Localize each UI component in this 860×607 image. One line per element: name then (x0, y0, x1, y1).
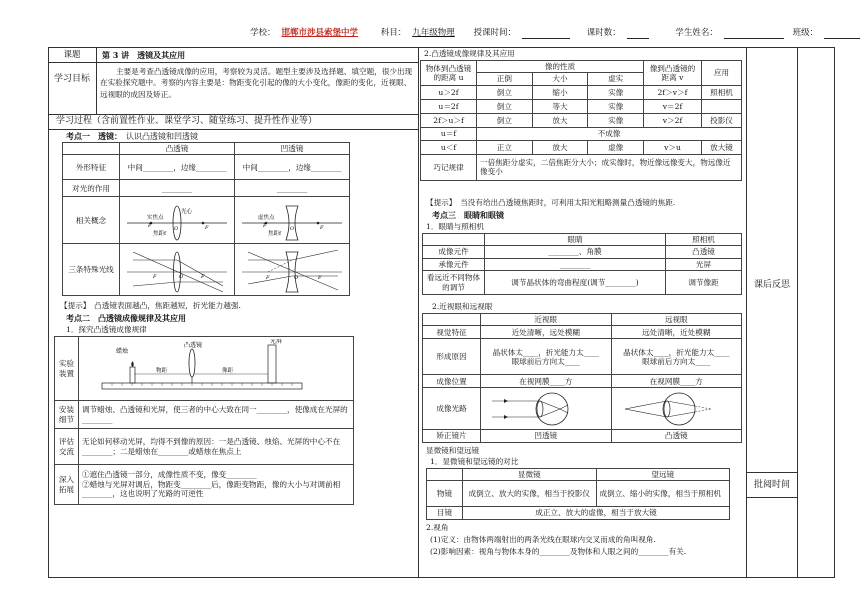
rule-cell: 倒立 (477, 85, 533, 99)
kp2-heading (66, 313, 186, 324)
vision-cell: 近处清晰，远处模糊 (481, 326, 612, 339)
fig-label: 实焦点 (147, 215, 164, 222)
eye-cell: 成像元件 (423, 246, 485, 258)
lens-row-label: 相关概念 (63, 197, 120, 244)
student-label: 学生姓名： (675, 28, 718, 38)
school-name: 邯郸市涉县索堡中学 (281, 28, 359, 38)
rule-cell: 正立 (477, 140, 533, 154)
convex-rays-figure (120, 244, 235, 296)
rule-title: 2.凸透镜成像规律及其应用 (424, 49, 515, 58)
goals-text: 主要是考查凸透镜成像的应用，考察较为灵活。题型主要涉及选择题、填空题，很少出现在实验探究题中。考察的内容主要是：物距变化引起的像的大小变化，像距的变化，近视眼、远视眼的成因及矫正。 (100, 67, 413, 99)
apparatus-label: 物距 (156, 367, 168, 374)
scope-cell: 成正立、放大的虚像，相当于放大镜 (463, 507, 730, 519)
rule-subheader: 正倒 (477, 73, 533, 85)
fig-label: 焦距f (268, 231, 282, 238)
exp-text[interactable]: 无论如何移动光屏，均得不到像的原因：一是凸透镜、烛焰、光屏的中心不在________；二是蜡烛在________或蜡烛在焦点上 (79, 429, 354, 465)
scope-subtitle: 1．显微镜和望远镜的对比 (430, 457, 519, 466)
side-hline-2 (746, 497, 797, 498)
experiment-table (54, 336, 354, 505)
topic-title: 第 3 讲 透镜及其应用 (102, 50, 186, 60)
scope-cell: 目镜 (427, 507, 463, 519)
vision-cell: 成像位置 (423, 375, 481, 388)
vision-header: 远视眼 (611, 314, 742, 326)
rule-trick-label: 巧记规律 (421, 154, 477, 180)
svg-text:F: F (266, 274, 270, 281)
apparatus-label: 凸透镜 (184, 341, 203, 349)
review-label: 批阅时间 (753, 480, 790, 490)
rule-cell: u＞2f (421, 85, 477, 99)
fig-label: 焦距f (153, 231, 167, 238)
lens-row-label: 外形特征 (63, 155, 120, 180)
rule-cell: v＝2f (644, 99, 702, 113)
rule-cell: 放大镜 (702, 140, 742, 154)
scope-cell: 成倒立、缩小的实像，相当于照相机 (596, 481, 730, 507)
student-blank[interactable] (724, 30, 784, 39)
eye-cell[interactable]: ________ (485, 258, 666, 270)
vision-header (423, 314, 481, 326)
tip-1: 【提示】 凸透镜表面越凸，焦距越短，折光能力越强. (60, 301, 241, 310)
periods-label: 课时数： (586, 28, 621, 38)
lens-cell[interactable]: ________ (120, 180, 235, 197)
lens-head-0 (63, 143, 120, 155)
kp3-name: 眼睛和眼镜 (464, 210, 504, 220)
scope-title: 显微镜和望远镜 (426, 446, 480, 455)
lens-cell[interactable]: ________ (235, 180, 350, 197)
vision-cell: 成像光路 (423, 388, 481, 430)
eye-cell: 凸透镜 (666, 246, 742, 258)
rule-cell: 2f＞v＞f (644, 85, 702, 99)
teach-time-blank[interactable] (522, 30, 570, 39)
myopia-figure (481, 388, 612, 430)
exp-label: 实验装置 (55, 337, 79, 401)
svg-text:F: F (148, 223, 152, 230)
exp-label: 安装细节 (55, 401, 79, 429)
rule-cell: v＞u (644, 140, 702, 154)
svg-text:F: F (320, 225, 324, 232)
rule-cell: 倒立 (477, 99, 533, 113)
scope-cell: 物镜 (427, 481, 463, 507)
goals-label: 学习目标 (53, 74, 90, 84)
concave-concept-figure (235, 197, 350, 244)
rule-cell: 实像 (588, 85, 644, 99)
rule-cell: 照相机 (702, 85, 742, 99)
vision-cell: 形成原因 (423, 339, 481, 375)
rule-header: 应用 (702, 61, 742, 86)
reflect-label: 课后反思 (753, 280, 790, 290)
scope-header: 望远镜 (596, 469, 730, 481)
apparatus-label: 光屏 (270, 338, 283, 345)
vision-title: 2.近视眼和远视眼 (432, 302, 493, 311)
vision-cell: 视觉特征 (423, 326, 481, 339)
rule-cell (702, 99, 742, 113)
vision-cell[interactable]: 在视网膜____方 (611, 375, 742, 388)
lens-table (62, 142, 350, 296)
rule-cell: 倒立 (477, 113, 533, 127)
svg-text:O: O (290, 226, 295, 233)
lens-cell[interactable]: 中间________，边缘________ (120, 155, 235, 180)
rule-cell: 放大 (532, 113, 588, 127)
rule-header: 物体到凸透镜的距离 u (421, 61, 477, 86)
column-divider (418, 47, 419, 578)
periods-blank[interactable] (627, 30, 649, 39)
exp-text[interactable]: 调节蜡烛、凸透镜和光屏，使三者的中心大致在同一________，使像成在光屏的________ (79, 401, 354, 429)
eye-cell: 看远近不同物体的调节 (423, 271, 485, 295)
svg-text:O: O (294, 274, 299, 281)
side-hline (746, 472, 797, 473)
apparatus-figure (79, 337, 354, 401)
svg-text:F: F (318, 274, 322, 281)
vision-header: 近视眼 (481, 314, 612, 326)
rule-cell: 缩小 (532, 85, 588, 99)
teach-time-label: 授课时间： (473, 28, 516, 38)
vision-cell: 远处清晰，近处模糊 (611, 326, 742, 339)
scope-cell: 成倒立、放大的实像，相当于投影仪 (463, 481, 597, 507)
kp1-name: 透镜： (98, 131, 118, 141)
rule-cell: v＞2f (644, 113, 702, 127)
exp-text[interactable]: ①遮住凸透镜一部分，成像性质不变，像变________ ②蜡烛与光屏对调后，物距变________后，像距变物距，像的大小与对调前相________，这也说明了光路的可逆性 (79, 465, 354, 505)
rule-header: 像到凸透镜的距离 v (644, 61, 702, 86)
rule-cell: u＜f (421, 140, 477, 154)
vision-cell[interactable]: 晶状体太____，折光能力太____ 眼球前后方向太____ (611, 339, 742, 375)
eye-header: 照相机 (666, 234, 742, 246)
process-title: 学习过程（含前置性作业、课堂学习、随堂练习、提升性作业等） (56, 116, 318, 126)
side-divider-right (797, 47, 798, 578)
kp1-title: 考点一 (66, 131, 90, 141)
apparatus-label: 蜡烛 (116, 347, 129, 355)
class-blank[interactable] (824, 30, 860, 39)
eye-cell[interactable]: 调节晶状体的弯曲程度(调节________) (485, 271, 666, 295)
class-label: 班级： (792, 28, 819, 38)
rule-cell: 投影仪 (702, 113, 742, 127)
rule-subheader: 大小 (532, 73, 588, 85)
angle-title: 2.视角 (426, 523, 449, 532)
school-label: 学校： (250, 28, 276, 38)
svg-text:F: F (263, 223, 267, 230)
eye-header: 眼睛 (485, 234, 666, 246)
kp2-title: 考点二 (66, 313, 90, 323)
vision-cell[interactable]: 晶状体太____，折光能力太____ 眼球前后方向太____ (481, 339, 612, 375)
imaging-rules-table (420, 60, 742, 181)
rule-cell: 实像 (588, 113, 644, 127)
apparatus-label: 像距 (222, 367, 234, 374)
exp-label: 深入拓展 (55, 465, 79, 505)
fig-label: 光心 (181, 209, 193, 216)
scope-table (426, 468, 730, 520)
rule-trick: 一倍焦距分虚实，二倍焦距分大小；成实像时，物近像远像变大，物远像近像变小 (477, 154, 742, 180)
topic-label: 课题 (63, 50, 81, 60)
kp1-desc: 认识凸透镜和凹透镜 (126, 132, 198, 141)
rule-cell: 2f＞u＞f (421, 113, 477, 127)
rule-cell: 实像 (588, 99, 644, 113)
eye-cell: 光屏 (666, 258, 742, 270)
eye-header (423, 234, 485, 246)
scope-header: 显微镜 (463, 469, 597, 481)
rule-cell: 不成像 (477, 127, 742, 140)
vision-cell[interactable]: 在视网膜____方 (481, 375, 612, 388)
scope-header (427, 469, 463, 481)
svg-text:F: F (205, 225, 209, 232)
kp3-heading (432, 210, 504, 221)
angle-factors: (2)影响因素：视角与物体本身的________及物体和人眼之间的________有关. (430, 547, 687, 556)
angle-definition: (1)定义：由物体两端射出的两条光线在眼球内交叉而成的角叫视角. (430, 535, 656, 544)
exp-title: 1．探究凸透镜成像规律 (66, 325, 147, 334)
lens-head-2: 凹透镜 (235, 143, 350, 155)
subject-value: 九年级物理 (412, 28, 455, 38)
rule-cell: u＝f (421, 127, 477, 140)
svg-text:O: O (179, 273, 184, 280)
rule-cell: 等大 (532, 99, 588, 113)
svg-text:F: F (153, 273, 157, 280)
rule-header: 像的性质 (477, 61, 644, 73)
concave-rays-figure (235, 244, 350, 296)
eye-title: 1．眼睛与照相机 (426, 222, 484, 231)
exp-label: 评估交流 (55, 429, 79, 465)
svg-text:F: F (201, 273, 205, 280)
eye-cell[interactable]: ________、角膜 (485, 246, 666, 258)
side-divider-left (746, 47, 747, 578)
rule-cell: 虚像 (588, 140, 644, 154)
kp3-title: 考点三 (432, 210, 456, 220)
rule-cell: 放大 (532, 140, 588, 154)
lens-head-1: 凸透镜 (120, 143, 235, 155)
lens-cell[interactable]: 中间________，边缘________ (235, 155, 350, 180)
eye-camera-table (422, 233, 742, 295)
hyperopia-figure (611, 388, 742, 430)
vision-cell: 凸透镜 (611, 430, 742, 442)
tip-2: 【提示】 当没有给出凸透镜焦距时，可利用太阳光粗略测量凸透镜的焦距. (426, 198, 676, 207)
rule-subheader: 虚实 (588, 73, 644, 85)
page-header (250, 28, 830, 39)
vision-table (422, 313, 742, 443)
subject-label: 科目： (380, 28, 407, 38)
lens-row-label: 对光的作用 (63, 180, 120, 197)
vision-cell: 凹透镜 (481, 430, 612, 442)
convex-concept-figure (120, 197, 235, 244)
eye-cell: 调节像距 (666, 271, 742, 295)
kp1-heading (66, 131, 198, 142)
lens-row-label: 三条特殊光线 (63, 244, 120, 296)
fig-label: 虚焦点 (258, 215, 275, 222)
eye-cell: 承像元件 (423, 258, 485, 270)
kp2-name: 凸透镜成像规律及其应用 (98, 313, 186, 323)
svg-text:O: O (174, 226, 179, 233)
vision-cell: 矫正镜片 (423, 430, 481, 442)
rule-cell: u＝2f (421, 99, 477, 113)
